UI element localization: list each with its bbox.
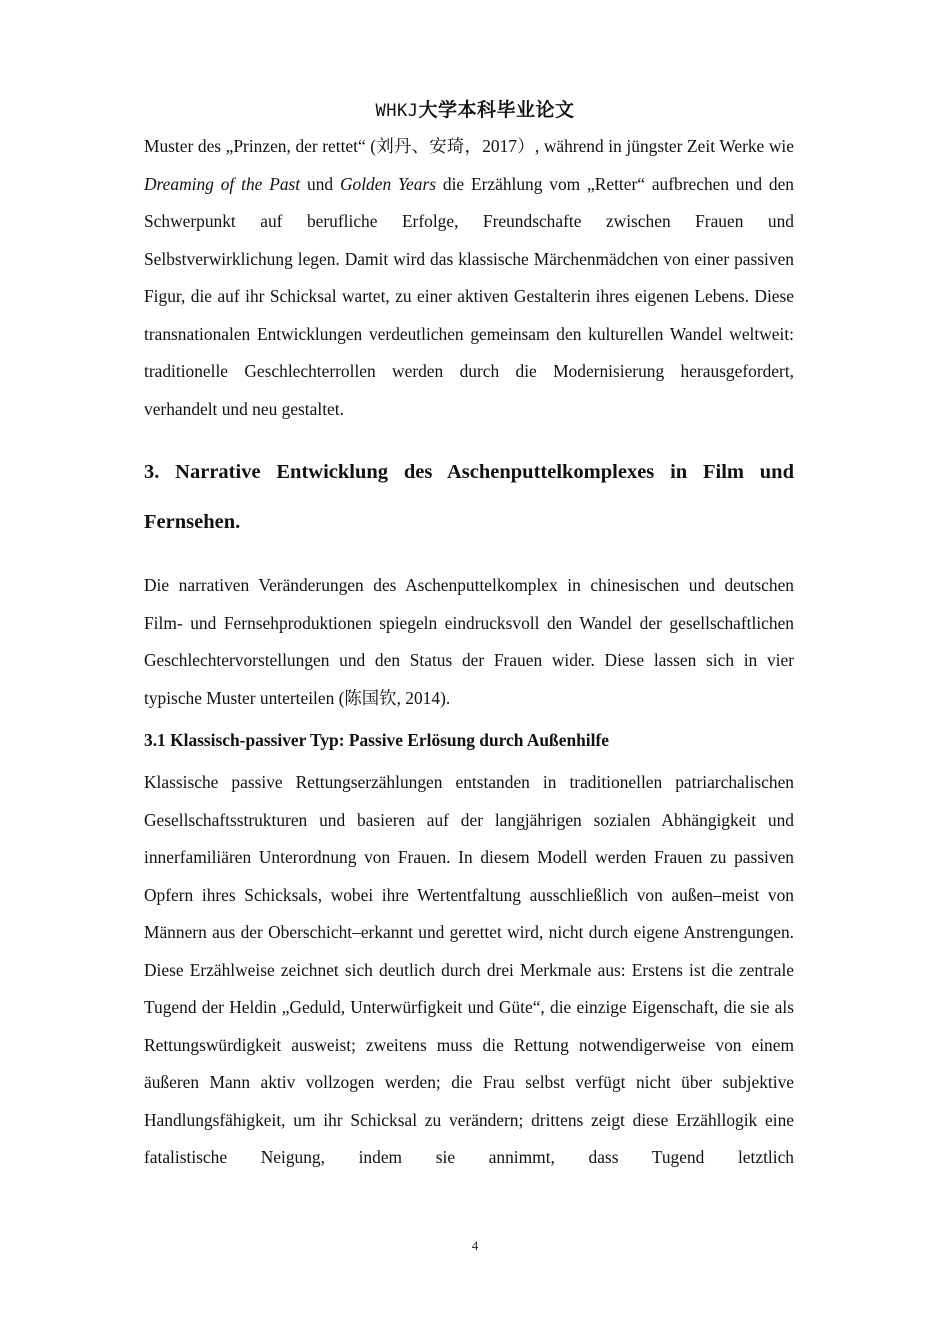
page-content <box>144 128 794 1177</box>
page-number: 4 <box>471 1238 479 1253</box>
work-title: Dreaming of the Past <box>144 173 301 194</box>
paragraph-text: und <box>300 173 340 194</box>
paragraph-text: die Erzählung vom „Retter“ aufbrechen und den Schwerpunkt auf berufliche Erfolge, Freundschafte zwischen Frauen und Selbstverwirklichung legen. Damit wird das klassische Märchenmädchen von einer passiven Figur, die auf ihr Schicksal wartet, zu einer aktiven Gestalterin ihres eigenen Lebens. Diese transnationalen Entwicklungen verdeutlichen gemeinsam den kulturellen Wandel weltweit: traditionelle Geschlechterrollen werden durch die Modernisierung herausgefordert, verhandelt und neu gestaltet. <box>144 173 794 419</box>
subsection-paragraph: Klassische passive Rettungserzählungen entstanden in traditionellen patriarchalischen Gesellschaftsstrukturen und basieren auf der langjährigen sozialen Abhängigkeit und innerfamiliären Unterordnung von Frauen. In diesem Modell werden Frauen zu passiven Opfern ihres Schicksals, wobei ihre Wertentfaltung ausschließlich von außen–meist von Männern aus der Oberschicht–erkannt und gerettet wird, nicht durch eigene Anstrengungen. Diese Erzählweise zeichnet sich deutlich durch drei Merkmale aus: Erstens ist die zentrale Tugend der Heldin „Geduld, Unterwürfigkeit und Güte“, die einzige Eigenschaft, die sie als Rettungswürdigkeit ausweist; zweitens muss die Rettung notwendigerweise von einem äußeren Mann aktiv vollzogen werden; die Frau selbst verfügt nicht über subjektive Handlungsfähigkeit, um ihr Schicksal zu verändern; drittens zeigt diese Erzähllogik eine fatalistische Neigung, indem sie annimmt, dass Tugend letztlich <box>144 772 794 1167</box>
section-paragraph: Die narrativen Veränderungen des Aschenputtelkomplex in chinesischen und deutschen Film- und Fernsehproduktionen spiegeln eindrucksvoll den Wandel der gesellschaftlichen Geschlechtervorstellungen und den Status der Frauen wider. Diese lassen sich in vier typische Muster unterteilen (陈国钦, 2014). <box>144 575 794 708</box>
section-heading: 3. Narrative Entwicklung des Aschenputtelkomplexes in Film und Fernsehen. <box>144 461 794 533</box>
work-title: Golden Years <box>339 173 437 194</box>
header-cjk: 大学本科毕业论文 <box>418 99 575 121</box>
paragraph-continuation <box>144 128 794 428</box>
subsection-heading: 3.1 Klassisch-passiver Typ: Passive Erlösung durch Außenhilfe <box>144 730 609 750</box>
header-latin: WHKJ <box>375 101 419 121</box>
paragraph-text: Muster des „Prinzen, der rettet“ (刘丹、安琦，2017）, während in jüngster Zeit Werke wie <box>144 136 794 156</box>
running-header <box>0 95 950 122</box>
